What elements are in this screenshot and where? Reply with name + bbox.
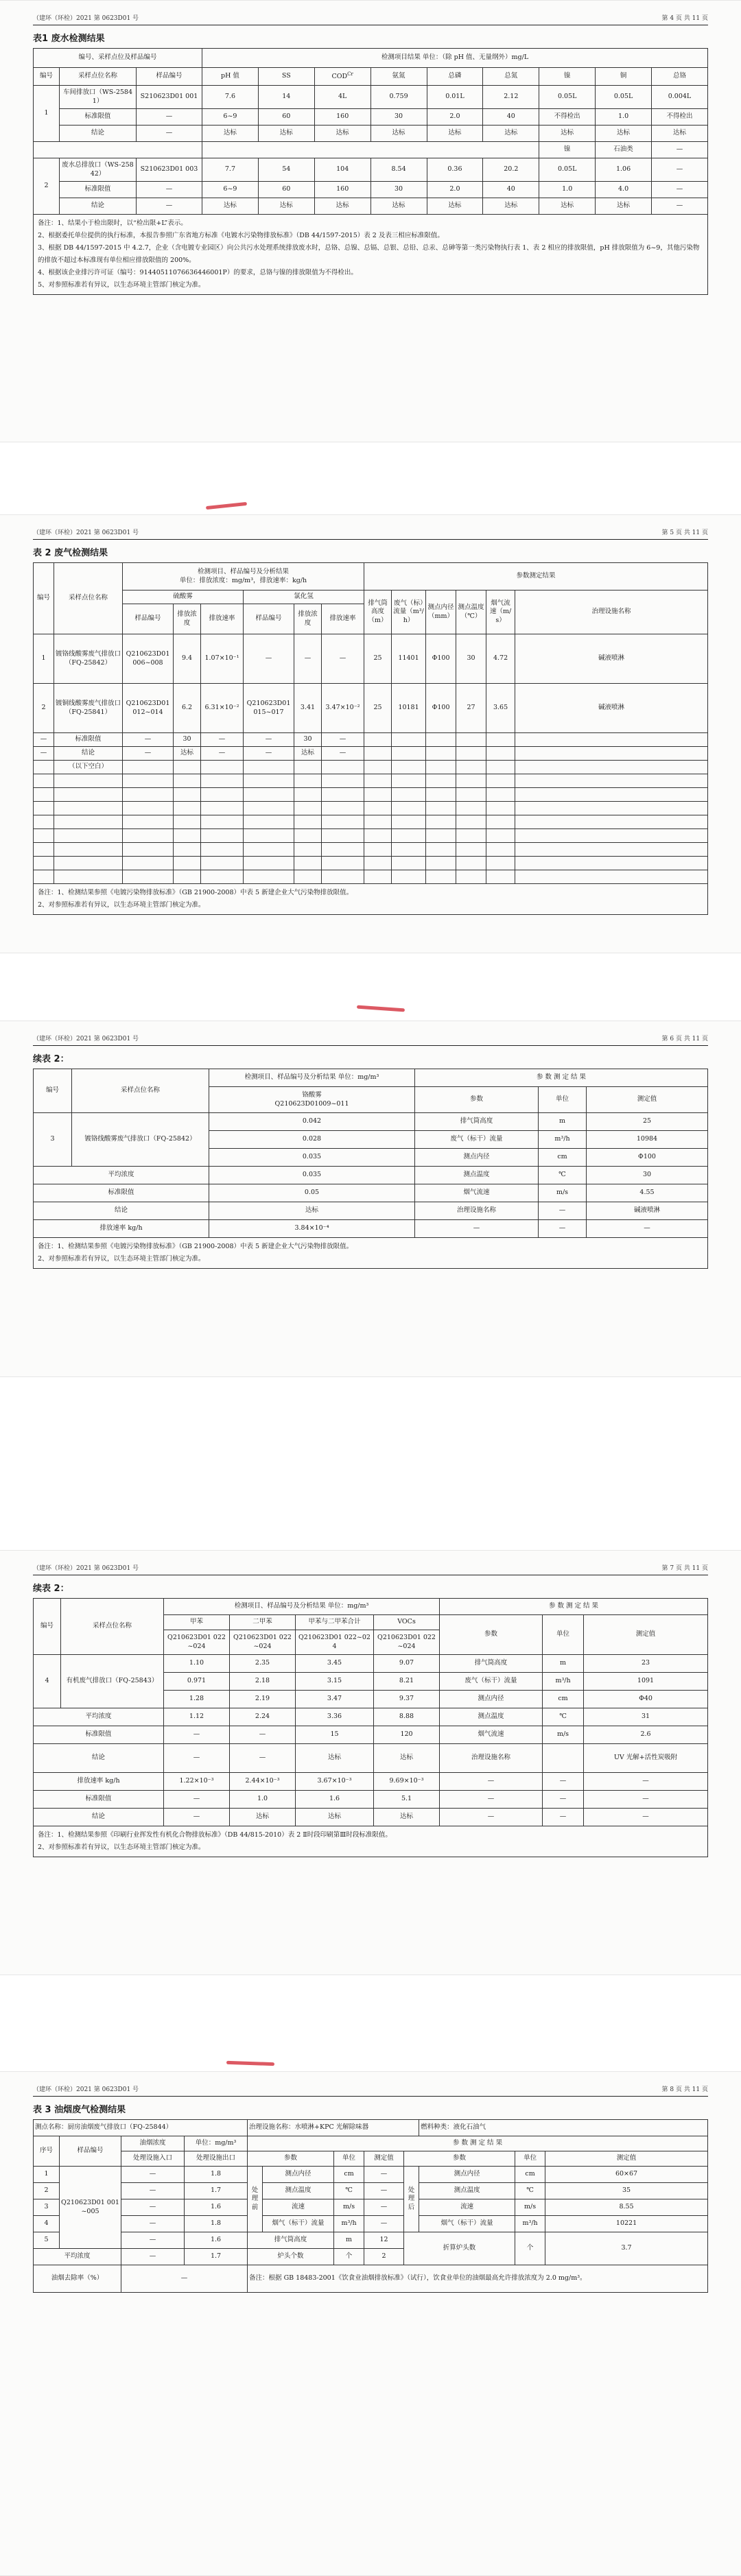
table-row: 3 镀铬线酸雾废气排放口（FQ-25842） 0.042 排气筒高度 m 25 xyxy=(34,1113,708,1131)
sample-id: Q210623D01 022~024 xyxy=(164,1630,230,1655)
chromic-mist-table xyxy=(33,1069,708,1269)
wastewater-results-table xyxy=(33,48,708,295)
value-cell: 11401 xyxy=(392,634,426,684)
report-number: （建环（环检）2021 第 0623D01 号 xyxy=(33,2086,139,2093)
param-facility: 治理设施名称 xyxy=(515,591,708,634)
value-cell: — xyxy=(652,182,708,198)
row-label: 结论 xyxy=(34,1744,164,1773)
header-analysis: 检测项目、样品编号及分析结果 单位：mg/m³ xyxy=(164,1599,440,1615)
header-vocs: VOCs xyxy=(374,1615,440,1630)
header-toluene: 甲苯 xyxy=(164,1615,230,1630)
sampling-site: 有机废气排放口（FQ-25843） xyxy=(61,1655,164,1708)
param-nh3n: 氨氮 xyxy=(370,68,427,86)
row-label: 平均浓度 xyxy=(34,1167,209,1184)
value-cell: 达标 xyxy=(483,198,539,215)
header-hcl: 氯化氢 xyxy=(244,591,364,604)
row-label: 结论 xyxy=(54,747,123,761)
table-row: 1 Q210623D01 001~005 — 1.8 处理前 测点内径 cm — 处理后 测点内径 cm 60×67 xyxy=(34,2167,708,2183)
header-no: 编号 xyxy=(34,563,54,634)
value-cell: 达标 xyxy=(174,747,201,761)
value-cell: 0.05 xyxy=(209,1184,415,1202)
table-row: 平均浓度 — 1.7 炉头个数 个 2 xyxy=(34,2249,708,2265)
value-cell: 0.05L xyxy=(596,86,652,109)
header-param-value: 测定值 xyxy=(545,2151,708,2167)
header-param-unit: 单位 xyxy=(515,2151,545,2167)
header-site: 采样点位名称 xyxy=(60,68,137,86)
value-cell: — xyxy=(137,109,202,126)
value-cell: 不得检出 xyxy=(539,109,596,126)
value-cell: — xyxy=(652,158,708,182)
value-cell: 4.72 xyxy=(486,634,515,684)
value-cell: 1.0 xyxy=(596,109,652,126)
note-line: 备注：1、检测结果参照《电镀污染物排放标准》（GB 21900-2008）中表 5 新建企业大气污染物排放限值。 xyxy=(38,1243,353,1250)
row-label: 平均浓度 xyxy=(34,1708,164,1726)
table-notes xyxy=(34,215,708,295)
header-sum: 甲苯与二甲苯合计 xyxy=(296,1615,374,1630)
page-number: 第 4 页 共 11 页 xyxy=(661,15,708,22)
sub-conc: 排放浓度 xyxy=(174,604,201,634)
value-cell: 0.759 xyxy=(370,86,427,109)
sample-id: Q210623D01 022~024 xyxy=(296,1630,374,1655)
value-cell: 1.0 xyxy=(539,182,596,198)
cooking-fume-table xyxy=(33,2119,708,2293)
value-cell: — xyxy=(137,126,202,142)
header-sample: 样品编号 xyxy=(137,68,202,86)
header-no: 编号 xyxy=(34,1599,61,1655)
note-line: 2、对参照标准若有异议，以生态环境主管部门核定为准。 xyxy=(38,901,205,909)
row-no: 4 xyxy=(34,1655,61,1708)
header-sampling-info: 编号、采样点位及样品编号 xyxy=(34,49,202,68)
row-no: 1 xyxy=(34,86,60,142)
sample-id: Q210623D01 012~014 xyxy=(123,684,174,733)
header-ni-2: 镍 xyxy=(539,142,596,158)
value-cell: 达标 xyxy=(209,1202,415,1220)
header-param-value: 测定值 xyxy=(587,1087,708,1113)
header-param-name: 参数 xyxy=(440,1615,543,1655)
table-row: 4 — 1.8 烟气（标干）流量 m³/h — 烟气（标干）流量 m³/h 10221 xyxy=(34,2216,708,2232)
header-no: 编号 xyxy=(34,1069,72,1113)
red-seal-mark xyxy=(226,2061,274,2066)
value-cell: 达标 xyxy=(370,198,427,215)
sample-id: S210623D01 001 xyxy=(137,86,202,109)
value-cell: 达标 xyxy=(258,126,314,142)
row-label: 标准限值 xyxy=(34,1791,164,1809)
page-header xyxy=(33,527,708,540)
value-cell: 达标 xyxy=(539,126,596,142)
row-no: 1 xyxy=(34,634,54,684)
table-row xyxy=(34,198,708,215)
value-cell: 0.01L xyxy=(427,86,483,109)
table-row: 结论 — 达标 达标 达标 — — — xyxy=(34,1809,708,1826)
header-outlet: 处理设施出口 xyxy=(185,2151,248,2167)
before-label: 处理前 xyxy=(248,2167,263,2232)
sampling-site: 镀铬线酸雾废气排放口（FQ-25842） xyxy=(54,634,123,684)
value-cell: 1.06 xyxy=(596,158,652,182)
header-item-unit: 检测项目结果 单位：（除 pH 值、无量纲外）mg/L xyxy=(202,49,708,68)
value-cell: 40 xyxy=(483,182,539,198)
table-row: 标准限值 — 1.0 1.6 5.1 — — — xyxy=(34,1791,708,1809)
value-cell: 2.18 xyxy=(230,1673,296,1691)
header-oil: 石油类 xyxy=(596,142,652,158)
sampling-site: 废水总排放口（WS-25842） xyxy=(60,158,137,182)
value-cell: 达标 xyxy=(652,126,708,142)
value-cell: 达标 xyxy=(314,198,370,215)
param-ss: SS xyxy=(258,68,314,86)
table-row: — 结论 — 达标 — — 达标 — xyxy=(34,747,708,761)
report-page-5 xyxy=(0,514,741,953)
param-tp: 总磷 xyxy=(427,68,483,86)
header-site: 采样点位名称 xyxy=(72,1069,209,1113)
sample-id: Q210623D01 001~005 xyxy=(60,2167,121,2249)
table-row: 结论 达标 治理设施名称 — 碱液喷淋 xyxy=(34,1202,708,1220)
value-cell: 3.45 xyxy=(296,1655,374,1673)
report-number: （建环（环检）2021 第 0623D01 号 xyxy=(33,529,139,536)
note-line: 备注：1、检测结果参照《印刷行业挥发性有机化合物排放标准》（DB 44/815-2010）表 2 Ⅱ时段印刷第Ⅲ时段标准限值。 xyxy=(38,1831,392,1839)
note-line: 3、根据 DB 44/1597-2015 中 4.2.7，企业（含电镀专业园区）向公共污水处理系统排放废水时，总铬、总镍、总镉、总银、总铅、总汞、总砷等第一类污染物执行表 1、表 2 相应的排放限值，pH 排放限值为 6~9，其他污染物的排放不超过本标准现有单位相应排放限值的 200%。 xyxy=(38,244,700,265)
value-cell: 达标 xyxy=(202,126,259,142)
table-row: 排放速率 kg/h 1.22×10⁻³ 2.44×10⁻³ 3.67×10⁻³ 9.69×10⁻³ — — — xyxy=(34,1773,708,1791)
report-number: （建环（环检）2021 第 0623D01 号 xyxy=(33,1565,139,1572)
row-label: 标准限值 xyxy=(60,109,137,126)
row-label: 标准限值 xyxy=(34,1726,164,1744)
header-unit: 单位：mg/m³ xyxy=(185,2136,248,2151)
value-cell: 8.21 xyxy=(374,1673,440,1691)
table-notes xyxy=(34,884,708,915)
header-param-unit: 单位 xyxy=(334,2151,364,2167)
value-cell: 0.36 xyxy=(427,158,483,182)
value-cell: 达标 xyxy=(294,747,322,761)
value-cell: — xyxy=(652,198,708,215)
row-label: 标准限值 xyxy=(54,733,123,747)
value-cell: 3.47 xyxy=(296,1691,374,1708)
table-title: 续表 2： xyxy=(33,1054,69,1064)
table-notes: 备注：根据 GB 18483-2001《饮食业油烟排放标准》（试行），饮食业单位的油烟最高允许排放浓度为 2.0 mg/m³。 xyxy=(248,2265,708,2293)
value-cell: 30 xyxy=(174,733,201,747)
note-line: 2、对参照标准若有异议，以生态环境主管部门核定为准。 xyxy=(38,1255,205,1263)
table-row xyxy=(34,634,708,684)
value-cell: 14 xyxy=(258,86,314,109)
table-title: 表 3 油烟废气检测结果 xyxy=(33,2105,126,2115)
header-param-value: 测定值 xyxy=(364,2151,404,2167)
page-number: 第 6 页 共 11 页 xyxy=(661,1036,708,1042)
header-params: 参 数 测 定 结 果 xyxy=(440,1599,708,1615)
header-sample: 样品编号 xyxy=(60,2136,121,2167)
table-row: 5 — 1.6 排气筒高度 m 12 折算炉头数 个 3.7 xyxy=(34,2232,708,2249)
value-cell: 达标 xyxy=(258,198,314,215)
value-cell: 碱液喷淋 xyxy=(515,634,708,684)
table-row xyxy=(34,182,708,198)
note-line: 4、根据该企业排污许可证（编号：91440511076636446001P）的要求，总铬与镍的排放限值为不得检出。 xyxy=(38,269,357,277)
page-header xyxy=(33,1034,708,1046)
table-row: 2 — 1.7 测点温度 ℃ — 测点温度 ℃ 35 xyxy=(34,2183,708,2199)
header-params: 参 数 测 定 结 果 xyxy=(415,1069,708,1087)
value-cell: 9.37 xyxy=(374,1691,440,1708)
value-cell: 碱液喷淋 xyxy=(515,684,708,733)
value-cell: 60 xyxy=(258,109,314,126)
sampling-site: 镀铜线酸雾废气排放口（FQ-25841） xyxy=(54,684,123,733)
value-cell: 30 xyxy=(370,109,427,126)
header-param-unit: 单位 xyxy=(543,1615,584,1655)
row-label: 平均浓度 xyxy=(34,2249,121,2265)
value-cell: 1.10 xyxy=(164,1655,230,1673)
value-cell: 3.41 xyxy=(294,684,322,733)
row-label: 结论 xyxy=(34,1202,209,1220)
blank-marker: （以下空白） xyxy=(54,761,123,774)
table-title: 续表 2： xyxy=(33,1584,69,1594)
report-page-8 xyxy=(0,2071,741,2576)
row-label: 标准限值 xyxy=(34,1184,209,1202)
value-cell: 6~9 xyxy=(202,182,259,198)
report-page-6 xyxy=(0,1021,741,1377)
table-row xyxy=(34,158,708,182)
sampling-site: 镀铬线酸雾废气排放口（FQ-25842） xyxy=(72,1113,209,1167)
table-row: 平均浓度 0.035 测点温度 ℃ 30 xyxy=(34,1167,708,1184)
note-line: 2、对参照标准若有异议，以生态环境主管部门核定为准。 xyxy=(38,1844,205,1852)
param-stack-height: 排气筒高度（m） xyxy=(364,591,392,634)
sub-rate: 排放速率 xyxy=(322,604,364,634)
value-cell: 54 xyxy=(258,158,314,182)
value-cell: 0.035 xyxy=(209,1149,415,1167)
value-cell: 3.65 xyxy=(486,684,515,733)
header-analysis: 检测项目、样品编号及分析结果 单位：mg/m³ xyxy=(209,1069,415,1087)
value-cell: 160 xyxy=(314,109,370,126)
value-cell: 3.15 xyxy=(296,1673,374,1691)
sampling-site: 车间排放口（WS-25841） xyxy=(60,86,137,109)
row-no: 2 xyxy=(34,158,60,215)
param-velocity: 烟气流速（m/s） xyxy=(486,591,515,634)
header-conc: 油烟浓度 xyxy=(121,2136,185,2151)
header-sulfuric-mist: 硫酸雾 xyxy=(123,591,244,604)
header-no: 编号 xyxy=(34,68,60,86)
value-cell: — xyxy=(322,634,364,684)
sub-sample: 样品编号 xyxy=(244,604,294,634)
header-dash: — xyxy=(652,142,708,158)
report-number: （建环（环检）2021 第 0623D01 号 xyxy=(33,1036,139,1042)
value-cell: 7.7 xyxy=(202,158,259,182)
table-row xyxy=(34,86,708,109)
value-cell: 达标 xyxy=(314,126,370,142)
facility-name: 治理设施名称：水喷淋+KPC 光解除味器 xyxy=(248,2120,419,2136)
sample-id: — xyxy=(244,634,294,684)
value-cell: 160 xyxy=(314,182,370,198)
page-number: 第 7 页 共 11 页 xyxy=(661,1565,708,1572)
red-seal-mark xyxy=(357,1005,405,1012)
value-cell: 达标 xyxy=(596,126,652,142)
value-cell: 2.0 xyxy=(427,182,483,198)
value-cell: 7.6 xyxy=(202,86,259,109)
table-notes xyxy=(34,1826,708,1857)
value-cell: 2.19 xyxy=(230,1691,296,1708)
header-site: 采样点位名称 xyxy=(54,563,123,634)
table-row: 标准限值 — — 15 120 烟气流速 m/s 2.6 xyxy=(34,1726,708,1744)
value-cell: 4L xyxy=(314,86,370,109)
value-cell: 40 xyxy=(483,109,539,126)
value-cell: 3.84×10⁻⁴ xyxy=(209,1220,415,1238)
param-cu: 铜 xyxy=(596,68,652,86)
page-header xyxy=(33,1563,708,1575)
header-item: 铬酸雾 Q210623D01009~011 xyxy=(209,1087,415,1113)
note-line: 2、根据委托单位提供的执行标准，本报告参照广东省地方标准《电镀水污染物排放标准》（DB 44/1597-2015）表 2 及表三相应标准限值。 xyxy=(38,232,444,240)
value-cell: 达标 xyxy=(427,126,483,142)
value-cell: 达标 xyxy=(370,126,427,142)
value-cell: 3.47×10⁻² xyxy=(322,684,364,733)
header-params: 参 数 测 定 结 果 xyxy=(248,2136,708,2151)
header-param-value: 测定值 xyxy=(584,1615,708,1655)
value-cell: 6~9 xyxy=(202,109,259,126)
value-cell: 达标 xyxy=(596,198,652,215)
value-cell: 0.004L xyxy=(652,86,708,109)
note-line: 5、对参照标准若有异议，以生态环境主管部门核定为准。 xyxy=(38,281,205,289)
sample-id: Q210623D01 022~024 xyxy=(374,1630,440,1655)
row-label: 结论 xyxy=(34,1809,164,1826)
value-cell: 0.042 xyxy=(209,1113,415,1131)
param-tn: 总氮 xyxy=(483,68,539,86)
value-cell: 9.4 xyxy=(174,634,201,684)
sample-id: S210623D01 003 xyxy=(137,158,202,182)
row-label: 结论 xyxy=(60,126,137,142)
header-site: 采样点位名称 xyxy=(61,1599,164,1655)
value-cell: Φ100 xyxy=(426,634,456,684)
row-label: 排放速率 kg/h xyxy=(34,1220,209,1238)
param-ph: pH 值 xyxy=(202,68,259,86)
value-cell: — xyxy=(137,182,202,198)
note-line: 备注：1、结果小于检出限时，以“检出限+L”表示。 xyxy=(38,219,187,227)
table-title: 表 2 废气检测结果 xyxy=(33,548,108,558)
value-cell: 0.971 xyxy=(164,1673,230,1691)
value-cell: 0.05L xyxy=(539,158,596,182)
table-row: 油烟去除率（%） — 备注：根据 GB 18483-2001《饮食业油烟排放标准》（试行），饮食业单位的油烟最高允许排放浓度为 2.0 mg/m³。 xyxy=(34,2265,708,2293)
table-row xyxy=(34,684,708,733)
value-cell: 25 xyxy=(364,634,392,684)
header-param-name: 参数 xyxy=(415,1087,539,1113)
fuel-type: 燃料种类：液化石油气 xyxy=(419,2120,708,2136)
row-label: 标准限值 xyxy=(60,182,137,198)
after-label: 处理后 xyxy=(404,2167,419,2232)
value-cell: 1.07×10⁻¹ xyxy=(201,634,244,684)
table-row: — 标准限值 — 30 — — 30 — xyxy=(34,733,708,747)
value-cell: 6.31×10⁻² xyxy=(201,684,244,733)
value-cell: 10181 xyxy=(392,684,426,733)
value-cell: 2.12 xyxy=(483,86,539,109)
param-cr: 总铬 xyxy=(652,68,708,86)
page-number: 第 5 页 共 11 页 xyxy=(661,529,708,536)
header-xylene: 二甲苯 xyxy=(230,1615,296,1630)
value-cell: 2.35 xyxy=(230,1655,296,1673)
sample-id: Q210623D01 015~017 xyxy=(244,684,294,733)
value-cell: 0.028 xyxy=(209,1131,415,1149)
report-page-4 xyxy=(0,0,741,442)
row-no: 2 xyxy=(34,684,54,733)
table-notes xyxy=(34,1238,708,1269)
sub-sample: 样品编号 xyxy=(123,604,174,634)
header-analysis: 检测项目、样品编号及分析结果 单位：排放浓度：mg/m³，排放速率：kg/h xyxy=(123,563,364,591)
param-diameter: 测点内径（mm） xyxy=(426,591,456,634)
table-row: 3 — 1.6 流速 m/s — 流速 m/s 8.55 xyxy=(34,2199,708,2216)
header-param-name: 参数 xyxy=(404,2151,515,2167)
table-row: 0.035 测点内径 cm Φ100 xyxy=(34,1149,708,1167)
param-temperature: 测点温度（℃） xyxy=(456,591,486,634)
table-row: 4 有机废气排放口（FQ-25843） 1.10 2.35 3.45 9.07 排气筒高度 m 23 xyxy=(34,1655,708,1673)
sub-conc: 排放浓度 xyxy=(294,604,322,634)
value-cell: 达标 xyxy=(202,198,259,215)
note-line: 备注：1、检测结果参照《电镀污染物排放标准》（GB 21900-2008）中表 5 新建企业大气污染物排放限值。 xyxy=(38,889,353,896)
organic-exhaust-table xyxy=(33,1598,708,1857)
value-cell: 不得检出 xyxy=(652,109,708,126)
value-cell: 30 xyxy=(456,634,486,684)
report-number: （建环（环检）2021 第 0623D01 号 xyxy=(33,15,139,22)
value-cell: 达标 xyxy=(427,198,483,215)
table-row xyxy=(34,126,708,142)
sub-rate: 排放速率 xyxy=(201,604,244,634)
page-header xyxy=(33,13,708,25)
page-number: 第 8 页 共 11 页 xyxy=(661,2086,708,2093)
header-no: 序号 xyxy=(34,2136,60,2167)
value-cell: 104 xyxy=(314,158,370,182)
table-row: 1.28 2.19 3.47 9.37 测点内径 cm Φ40 xyxy=(34,1691,708,1708)
sample-id: Q210623D01 006~008 xyxy=(123,634,174,684)
param-flow: 废气（标）流量（m³/h） xyxy=(392,591,426,634)
value-cell: 1.28 xyxy=(164,1691,230,1708)
value-cell: 2.0 xyxy=(427,109,483,126)
value-cell: 20.2 xyxy=(483,158,539,182)
site-name: 测点名称：厨房油烟废气排放口（FQ-25844） xyxy=(34,2120,248,2136)
table-row: 平均浓度 1.12 2.24 3.36 8.88 测点温度 ℃ 31 xyxy=(34,1708,708,1726)
value-cell: 9.07 xyxy=(374,1655,440,1673)
page-header xyxy=(33,2084,708,2097)
value-cell: — xyxy=(294,634,322,684)
sample-id: Q210623D01 022~024 xyxy=(230,1630,296,1655)
value-cell: 25 xyxy=(364,684,392,733)
value-cell: 0.035 xyxy=(209,1167,415,1184)
header-params: 参数测定结果 xyxy=(364,563,708,591)
param-cod: $COD^{Cr}$ xyxy=(314,68,370,86)
table-row: 0.028 废气（标干）流量 m³/h 10984 xyxy=(34,1131,708,1149)
exhaust-gas-results-table xyxy=(33,562,708,915)
table-row: 排放速率 kg/h 3.84×10⁻⁴ — — — xyxy=(34,1220,708,1238)
table-row: 结论 — — 达标 达标 治理设施名称 UV 光解+活性炭吸附 xyxy=(34,1744,708,1773)
row-label: 油烟去除率（%） xyxy=(34,2265,121,2293)
value-cell: — xyxy=(137,198,202,215)
value-cell: 8.54 xyxy=(370,158,427,182)
value-cell: 30 xyxy=(370,182,427,198)
row-label: 排放速率 kg/h xyxy=(34,1773,164,1791)
value-cell: 达标 xyxy=(483,126,539,142)
value-cell: 30 xyxy=(294,733,322,747)
value-cell: 60 xyxy=(258,182,314,198)
value-cell: 达标 xyxy=(539,198,596,215)
value-cell: Φ100 xyxy=(426,684,456,733)
table-title: 表1 废水检测结果 xyxy=(33,34,105,44)
row-label: 结论 xyxy=(60,198,137,215)
value-cell: 27 xyxy=(456,684,486,733)
red-seal-mark xyxy=(206,502,247,510)
header-param-name: 参数 xyxy=(248,2151,334,2167)
table-row: 标准限值 0.05 烟气流速 m/s 4.55 xyxy=(34,1184,708,1202)
header-inlet: 处理设施入口 xyxy=(121,2151,185,2167)
value-cell: 6.2 xyxy=(174,684,201,733)
value-cell: 0.05L xyxy=(539,86,596,109)
value-cell: 4.0 xyxy=(596,182,652,198)
report-page-7 xyxy=(0,1550,741,1975)
row-no: 3 xyxy=(34,1113,72,1167)
table-row: 0.971 2.18 3.15 8.21 废气（标干）流量 m³/h 1091 xyxy=(34,1673,708,1691)
header-param-unit: 单位 xyxy=(539,1087,587,1113)
table-row xyxy=(34,109,708,126)
param-ni: 镍 xyxy=(539,68,596,86)
